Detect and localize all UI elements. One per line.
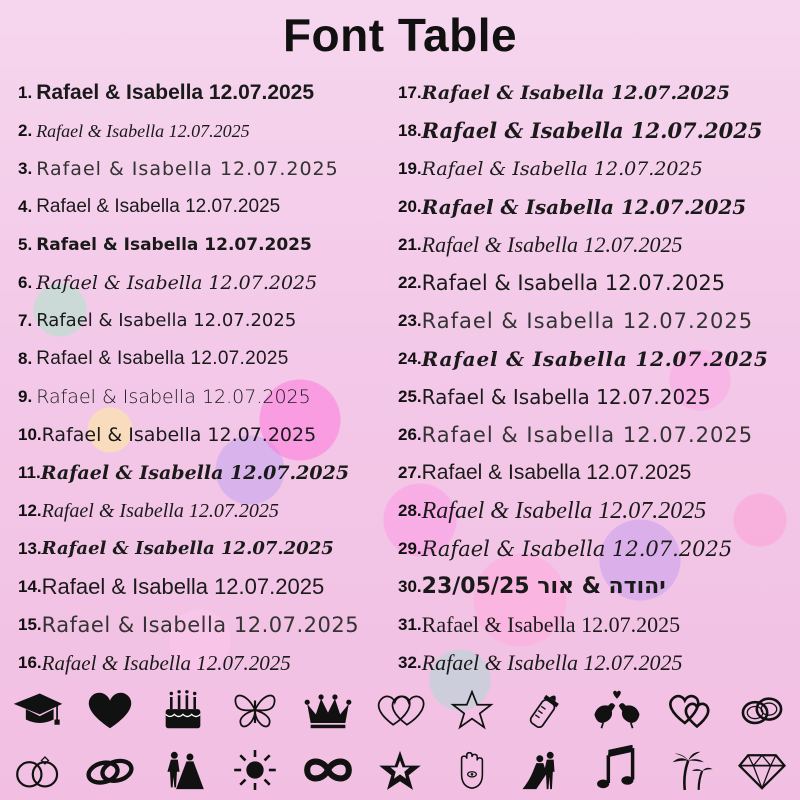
font-sample: Rafael & Isabella 12.07.2025 bbox=[36, 235, 312, 255]
font-sample: Rafael & Isabella 12.07.2025 bbox=[421, 82, 730, 104]
icon-gallery bbox=[0, 680, 800, 800]
font-number: 10. bbox=[18, 425, 42, 444]
font-sample: Rafael & Isabella 12.07.2025 bbox=[36, 272, 318, 294]
font-list-right bbox=[398, 74, 788, 682]
font-sample: Rafael & Isabella 12.07.2025 bbox=[41, 538, 334, 559]
butterfly-icon bbox=[227, 684, 283, 736]
font-sample: Rafael & Isabella 12.07.2025 bbox=[36, 158, 339, 180]
wedding-couple-icon bbox=[517, 744, 573, 796]
font-sample: Rafael & Isabella 12.07.2025 bbox=[36, 386, 311, 408]
font-sample: Rafael & Isabella 12.07.2025 bbox=[41, 574, 325, 599]
font-number: 17. bbox=[398, 83, 422, 102]
font-row-32 bbox=[398, 644, 788, 682]
font-number: 5. bbox=[18, 235, 33, 254]
font-number: 29. bbox=[398, 539, 422, 558]
font-sample: Rafael & Isabella 12.07.2025 bbox=[421, 309, 754, 333]
graduation-cap-icon bbox=[10, 684, 66, 736]
rings-outline-icon bbox=[10, 744, 66, 796]
font-number: 22. bbox=[398, 273, 422, 292]
font-number: 31. bbox=[398, 615, 422, 634]
crown-icon bbox=[300, 684, 356, 736]
font-sample: Rafael & Isabella 12.07.2025 bbox=[421, 498, 707, 524]
font-number: 32. bbox=[398, 653, 422, 672]
font-sample: Rafael & Isabella 12.07.2025 bbox=[41, 651, 291, 675]
font-number: 3. bbox=[18, 159, 33, 178]
font-sample: Rafael & Isabella 12.07.2025 bbox=[41, 424, 317, 446]
font-number: 21. bbox=[398, 235, 422, 254]
font-row-4 bbox=[18, 188, 408, 226]
font-row-11 bbox=[18, 454, 408, 492]
font-row-16 bbox=[18, 644, 408, 682]
font-number: 19. bbox=[398, 159, 422, 178]
font-row-10 bbox=[18, 416, 408, 454]
font-row-28 bbox=[398, 492, 788, 530]
font-sample: Rafael & Isabella 12.07.2025 bbox=[36, 196, 281, 217]
font-row-17 bbox=[398, 74, 788, 112]
font-number: 18. bbox=[398, 121, 422, 140]
font-sample: Rafael & Isabella 12.07.2025 bbox=[421, 650, 683, 675]
font-sample: Rafael & Isabella 12.07.2025 bbox=[421, 118, 763, 143]
baby-bottle-icon bbox=[517, 684, 573, 736]
font-number: 15. bbox=[18, 615, 42, 634]
font-sample: Rafael & Isabella 12.07.2025 bbox=[421, 423, 754, 447]
font-row-26 bbox=[398, 416, 788, 454]
font-sample: Rafael & Isabella 12.07.2025 bbox=[421, 461, 692, 484]
diamond-icon bbox=[734, 744, 790, 796]
birthday-cake-icon bbox=[155, 684, 211, 736]
font-number: 7. bbox=[18, 311, 33, 330]
font-row-24 bbox=[398, 340, 788, 378]
font-number: 24. bbox=[398, 349, 422, 368]
font-number: 23. bbox=[398, 311, 422, 330]
font-row-2 bbox=[18, 112, 408, 150]
font-number: 14. bbox=[18, 577, 42, 596]
font-sample: Rafael & Isabella 12.07.2025 bbox=[421, 612, 681, 637]
font-row-13 bbox=[18, 530, 408, 568]
interlocked-hearts-icon bbox=[372, 684, 428, 736]
font-row-25 bbox=[398, 378, 788, 416]
font-number: 11. bbox=[18, 463, 41, 482]
font-sample: Rafael & Isabella 12.07.2025 bbox=[421, 232, 683, 257]
font-number: 1. bbox=[18, 83, 33, 102]
font-sample: Rafael & Isabella 12.07.2025 bbox=[421, 158, 703, 180]
font-row-22 bbox=[398, 264, 788, 302]
font-row-29 bbox=[398, 530, 788, 568]
font-number: 2. bbox=[18, 121, 33, 140]
font-sample: Rafael & Isabella 12.07.2025 bbox=[41, 500, 279, 522]
star-icon bbox=[444, 684, 500, 736]
font-sample: Rafael & Isabella 12.07.2025 bbox=[36, 121, 250, 141]
font-number: 26. bbox=[398, 425, 422, 444]
font-row-18 bbox=[398, 112, 788, 150]
font-sample: Rafael & Isabella 12.07.2025 bbox=[41, 613, 360, 637]
font-sample: 23/05/25 יהודה & אור bbox=[421, 574, 666, 599]
font-row-27 bbox=[398, 454, 788, 492]
pentagram-star-icon bbox=[372, 744, 428, 796]
font-sample: Rafael & Isabella 12.07.2025 bbox=[421, 537, 733, 561]
font-row-20 bbox=[398, 188, 788, 226]
bride-groom-icon bbox=[155, 744, 211, 796]
font-row-30 bbox=[398, 568, 788, 606]
font-row-3 bbox=[18, 150, 408, 188]
font-sample: Rafael & Isabella 12.07.2025 bbox=[421, 195, 747, 219]
font-number: 28. bbox=[398, 501, 422, 520]
font-sample: Rafael & Isabella 12.07.2025 bbox=[40, 462, 350, 484]
font-number: 16. bbox=[18, 653, 42, 672]
font-row-31 bbox=[398, 606, 788, 644]
font-number: 6. bbox=[18, 273, 33, 292]
icon-row-1 bbox=[10, 684, 790, 736]
page-title: Font Table bbox=[282, 9, 518, 61]
font-number: 25. bbox=[398, 387, 422, 406]
linked-rings-icon bbox=[82, 744, 138, 796]
font-row-8 bbox=[18, 340, 408, 378]
font-sample: Rafael & Isabella 12.07.2025 bbox=[421, 271, 726, 295]
font-sample: Rafael & Isabella 12.07.2025 bbox=[421, 347, 769, 371]
font-number: 12. bbox=[18, 501, 42, 520]
font-number: 27. bbox=[398, 463, 422, 482]
font-number: 20. bbox=[398, 197, 422, 216]
font-row-19 bbox=[398, 150, 788, 188]
double-heart-icon bbox=[662, 684, 718, 736]
font-row-5 bbox=[18, 226, 408, 264]
font-sample: Rafael & Isabella 12.07.2025 bbox=[36, 348, 289, 369]
font-row-6 bbox=[18, 264, 408, 302]
font-number: 13. bbox=[18, 539, 42, 558]
font-sample: Rafael & Isabella 12.07.2025 bbox=[421, 385, 711, 409]
love-birds-icon bbox=[589, 684, 645, 736]
font-number: 4. bbox=[18, 197, 33, 216]
wedding-rings-icon bbox=[734, 684, 790, 736]
font-sample: Rafael & Isabella 12.07.2025 bbox=[36, 81, 315, 104]
font-row-14 bbox=[18, 568, 408, 606]
palm-trees-icon bbox=[662, 744, 718, 796]
font-row-12 bbox=[18, 492, 408, 530]
font-list-left bbox=[18, 74, 408, 682]
sun-icon bbox=[227, 744, 283, 796]
font-number: 9. bbox=[18, 387, 33, 406]
icon-row-2 bbox=[10, 744, 790, 796]
font-sample: Rafael & Isabella 12.07.2025 bbox=[36, 310, 297, 331]
font-number: 8. bbox=[18, 349, 33, 368]
font-row-21 bbox=[398, 226, 788, 264]
hamsa-hand-icon bbox=[444, 744, 500, 796]
font-number: 30. bbox=[398, 577, 422, 596]
font-row-23 bbox=[398, 302, 788, 340]
music-note-icon bbox=[589, 744, 645, 796]
heart-icon bbox=[82, 684, 138, 736]
font-row-1 bbox=[18, 74, 408, 112]
font-row-15 bbox=[18, 606, 408, 644]
font-row-9 bbox=[18, 378, 408, 416]
infinity-icon bbox=[300, 744, 356, 796]
font-row-7 bbox=[18, 302, 408, 340]
